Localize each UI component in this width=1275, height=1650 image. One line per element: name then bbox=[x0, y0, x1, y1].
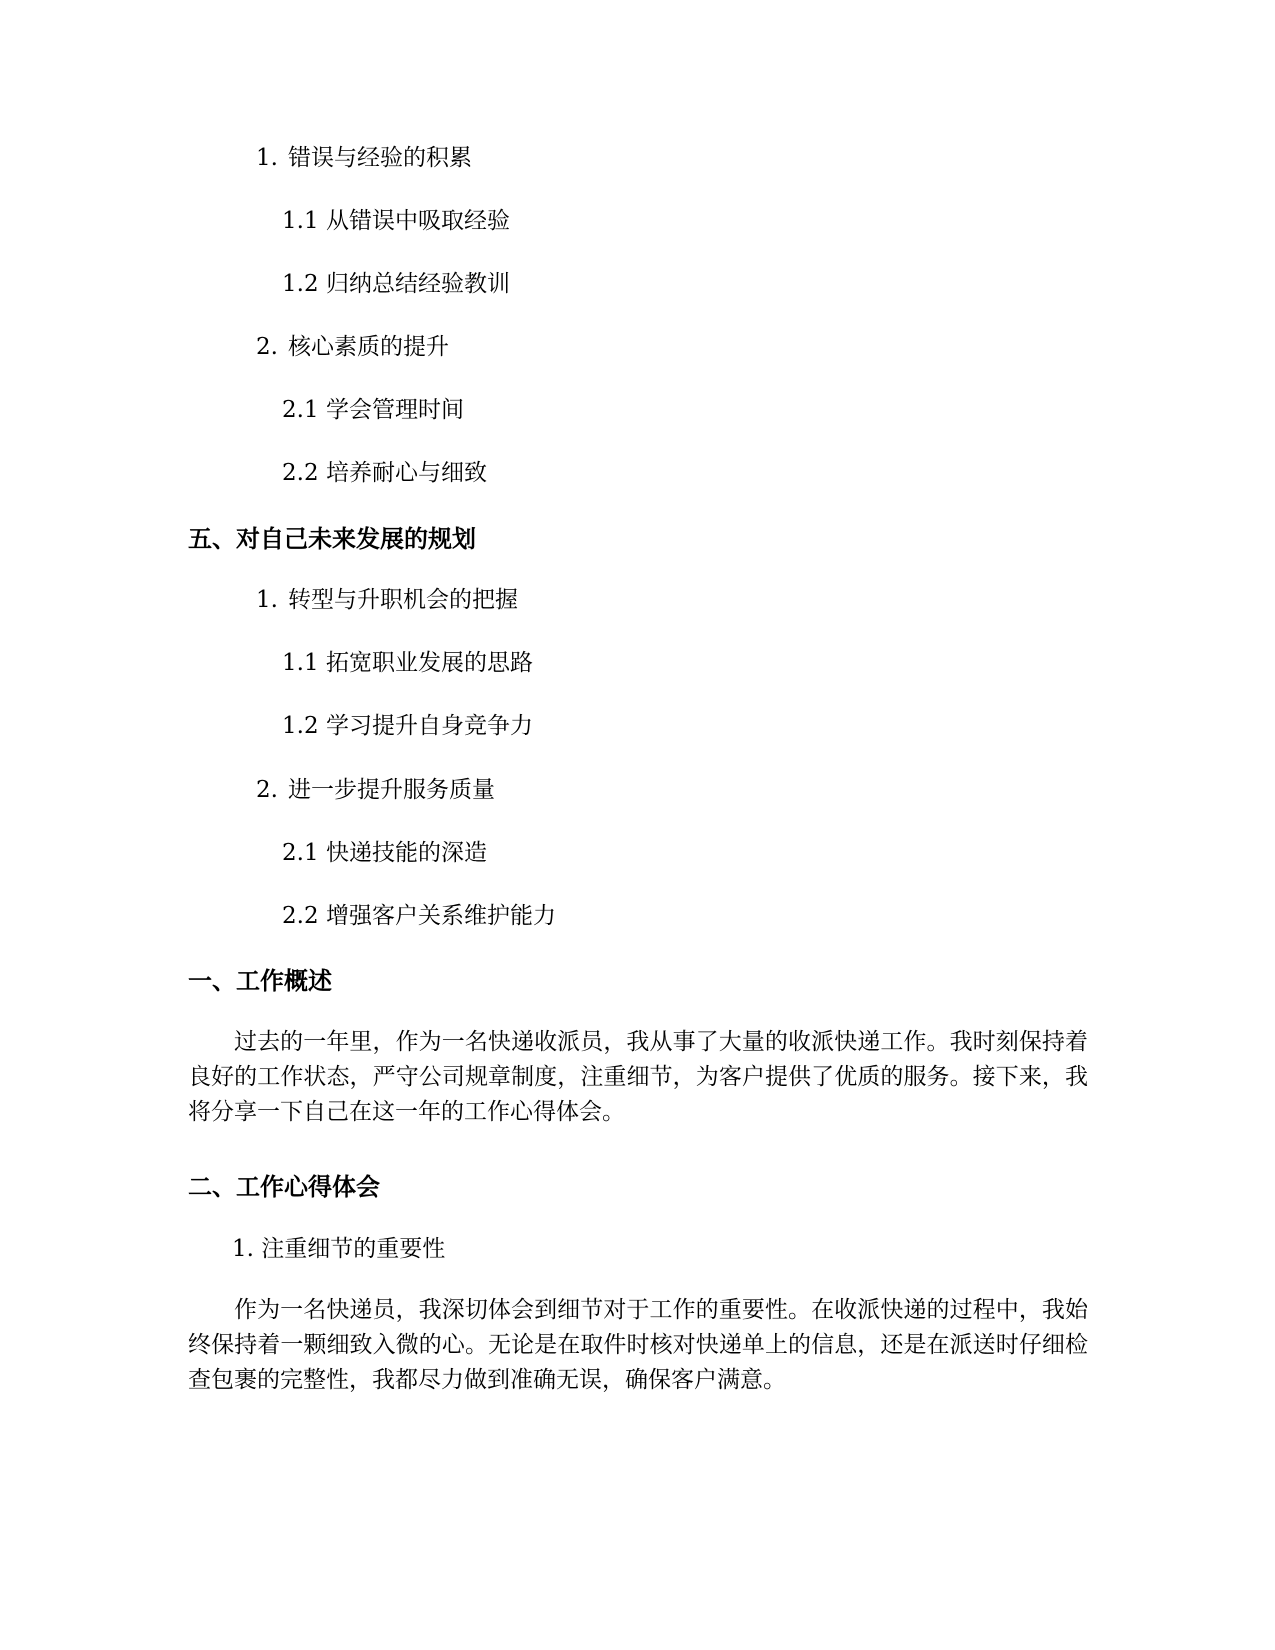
subheading-detail-importance: 1. 注重细节的重要性 bbox=[232, 1236, 446, 1262]
overview-paragraph: 过去的一年里，作为一名快递收派员，我从事了大量的收派快递工作。我时刻保持着良好的工作状态，严守公司规章制度，注重细节，为客户提供了优质的服务。接下来，我将分享一下自己在这一年的工作心得体会。 bbox=[188, 1029, 1088, 1125]
list-item-number: 1.1 bbox=[282, 650, 319, 676]
list-item-number: 1. bbox=[256, 145, 278, 171]
list-item-text: 转型与升职机会的把握 bbox=[288, 587, 518, 613]
list-item-number: 2. bbox=[256, 334, 278, 360]
list-item bbox=[256, 775, 495, 805]
list-item bbox=[282, 269, 510, 299]
list-item-text: 增强客户关系维护能力 bbox=[326, 903, 556, 929]
list-item-number: 2. bbox=[256, 777, 278, 803]
section-heading-five: 五、对自己未来发展的规划 bbox=[188, 525, 476, 553]
list-item-text: 归纳总结经验教训 bbox=[326, 271, 510, 297]
list-item-text: 快递技能的深造 bbox=[326, 840, 487, 866]
list-item-number: 2.1 bbox=[282, 840, 319, 866]
list-item-number: 1.2 bbox=[282, 271, 319, 297]
list-item bbox=[256, 332, 449, 362]
list-item bbox=[282, 711, 533, 741]
section-heading-two: 二、工作心得体会 bbox=[188, 1173, 380, 1201]
list-item-text: 学会管理时间 bbox=[326, 397, 464, 423]
list-item-number: 2.2 bbox=[282, 903, 319, 929]
detail-paragraph: 作为一名快递员，我深切体会到细节对于工作的重要性。在收派快递的过程中，我始终保持着一颗细致入微的心。无论是在取件时核对快递单上的信息，还是在派送时仔细检查包裹的完整性，我都尽力做到准确无误，确保客户满意。 bbox=[188, 1297, 1088, 1393]
list-item-number: 1.1 bbox=[282, 208, 319, 234]
list-item-text: 错误与经验的积累 bbox=[288, 145, 472, 171]
list-item bbox=[256, 143, 472, 173]
list-item-text: 核心素质的提升 bbox=[288, 334, 449, 360]
section-heading-one: 一、工作概述 bbox=[188, 967, 332, 995]
list-item-number: 1. bbox=[256, 587, 278, 613]
list-item bbox=[256, 585, 518, 615]
list-item bbox=[282, 838, 487, 868]
list-item bbox=[282, 395, 464, 425]
list-item-text: 从错误中吸取经验 bbox=[326, 208, 510, 234]
list-item bbox=[282, 206, 510, 236]
list-item-number: 1.2 bbox=[282, 713, 319, 739]
list-item-text: 拓宽职业发展的思路 bbox=[326, 650, 533, 676]
list-item-number: 2.1 bbox=[282, 397, 319, 423]
list-item-text: 学习提升自身竞争力 bbox=[326, 713, 533, 739]
list-item-number: 2.2 bbox=[282, 460, 319, 486]
list-item bbox=[282, 458, 487, 488]
list-item bbox=[282, 901, 556, 931]
list-item bbox=[282, 648, 533, 678]
list-item-text: 培养耐心与细致 bbox=[326, 460, 487, 486]
list-item-text: 进一步提升服务质量 bbox=[288, 777, 495, 803]
